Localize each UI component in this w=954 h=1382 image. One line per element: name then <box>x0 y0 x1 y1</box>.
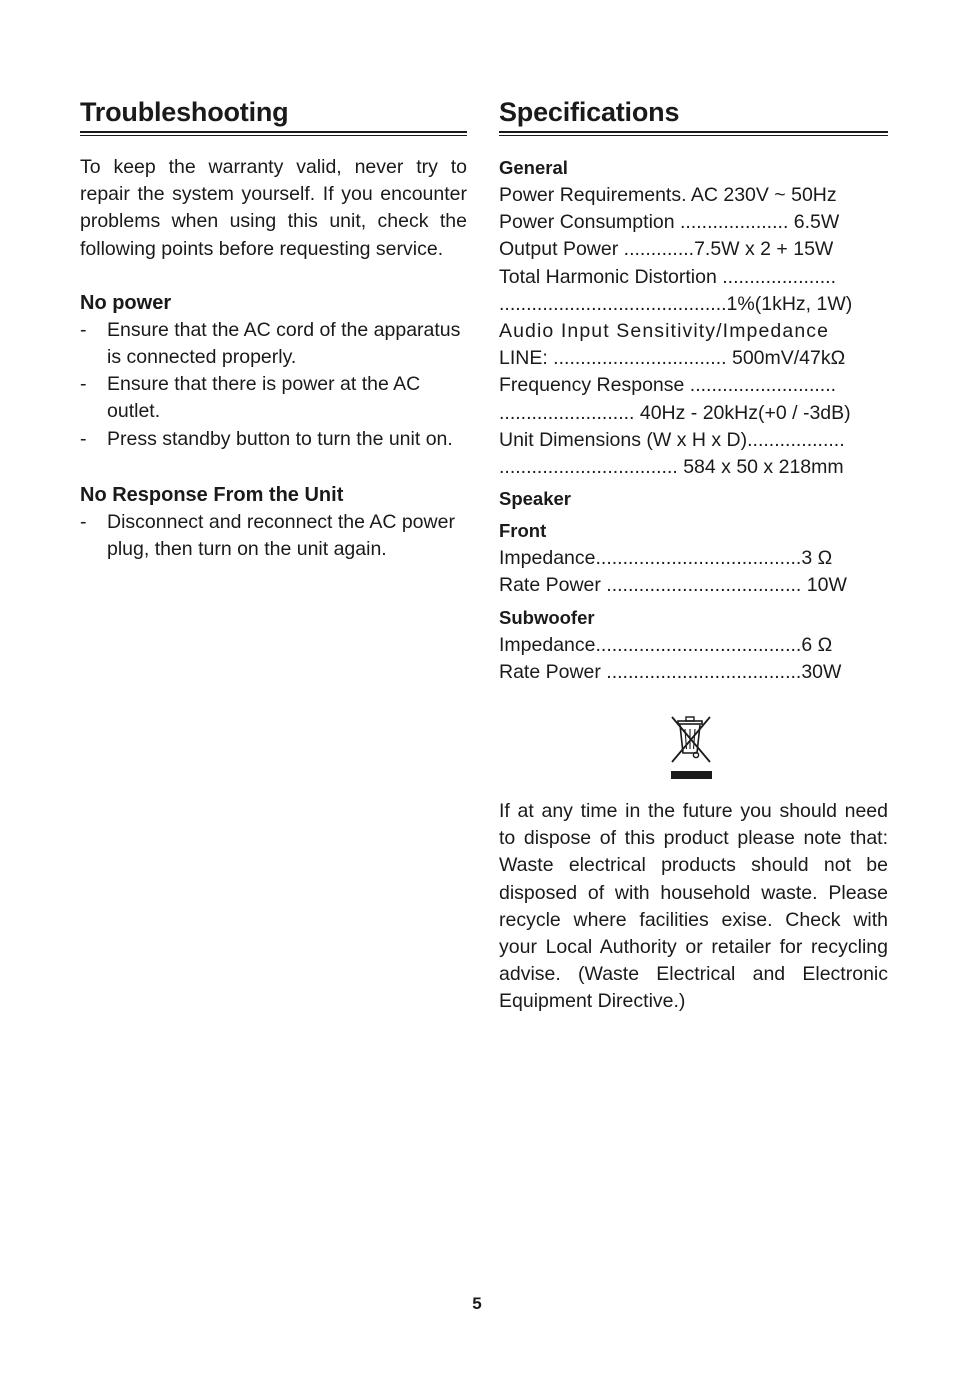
page-number: 5 <box>472 1294 482 1313</box>
no-power-heading: No power <box>80 291 172 314</box>
spec-line: Power Requirements. AC 230V ~ 50Hz <box>499 184 837 206</box>
troubleshooting-intro: To keep the warranty valid, never try to repair the system yourself. If you encounter problems when using this unit, check the following points before requesting service. <box>80 156 467 260</box>
specifications-column <box>499 96 888 1016</box>
speaker-heading: Speaker <box>499 488 571 510</box>
no-response-heading: No Response From the Unit <box>80 483 344 506</box>
spec-line: Impedance......................................6 Ω <box>499 633 833 656</box>
spec-line: ................................. 584 x 50 x 218mm <box>499 456 844 479</box>
spec-line: Frequency Response ........................... <box>499 374 837 397</box>
list-item: - Press standby button to turn the unit on. <box>80 427 453 450</box>
specifications-title: Specifications <box>499 97 680 127</box>
troubleshooting-column <box>80 96 467 563</box>
list-item: - Ensure that there is power at the AC outlet. <box>80 373 421 423</box>
spec-line: Unit Dimensions (W x H x D).................. <box>499 428 845 451</box>
front-heading: Front <box>499 520 547 542</box>
disposal-text: If at any time in the future you should need to dispose of this product please note that: Waste electrical products should not be disposed of with household waste. Please recycle where facilities exise. Check with your Local Authority or retailer for recycling advise. (Waste Electrical and Electronic Equipment Directive.) <box>499 800 888 1013</box>
spec-line: ......................... 40Hz - 20kHz(+0 / -3dB) <box>499 401 851 424</box>
title-rule-thin <box>80 135 467 136</box>
title-rule <box>499 131 888 133</box>
weee-crossed-bin-icon <box>667 712 717 782</box>
spec-line: Impedance......................................3 Ω <box>499 547 833 570</box>
title-rule-thin <box>499 135 888 136</box>
no-power-list <box>80 317 467 453</box>
spec-line: LINE: ................................ 500mV/47kΩ <box>499 347 846 370</box>
spec-line: ..........................................1%(1kHz, 1W) <box>499 292 853 315</box>
no-response-list <box>80 509 467 563</box>
spec-line: Output Power .............7.5W x 2 + 15W <box>499 238 834 261</box>
title-rule <box>80 131 467 133</box>
list-item: - Ensure that the AC cord of the apparatus is connected properly. <box>80 318 461 369</box>
spec-line: Rate Power .................................... 10W <box>499 574 847 597</box>
spec-line: Total Harmonic Distortion ..................... <box>499 265 837 288</box>
list-item: - Disconnect and reconnect the AC power plug, then turn on the unit again. <box>80 510 455 561</box>
subwoofer-heading: Subwoofer <box>499 606 595 628</box>
general-heading: General <box>499 157 568 178</box>
spec-line: Audio Input Sensitivity/Impedance <box>499 320 830 343</box>
troubleshooting-title: Troubleshooting <box>80 97 289 127</box>
spec-line: Power Consumption .................... 6.5W <box>499 211 840 234</box>
spec-line: Rate Power ....................................30W <box>499 660 842 683</box>
